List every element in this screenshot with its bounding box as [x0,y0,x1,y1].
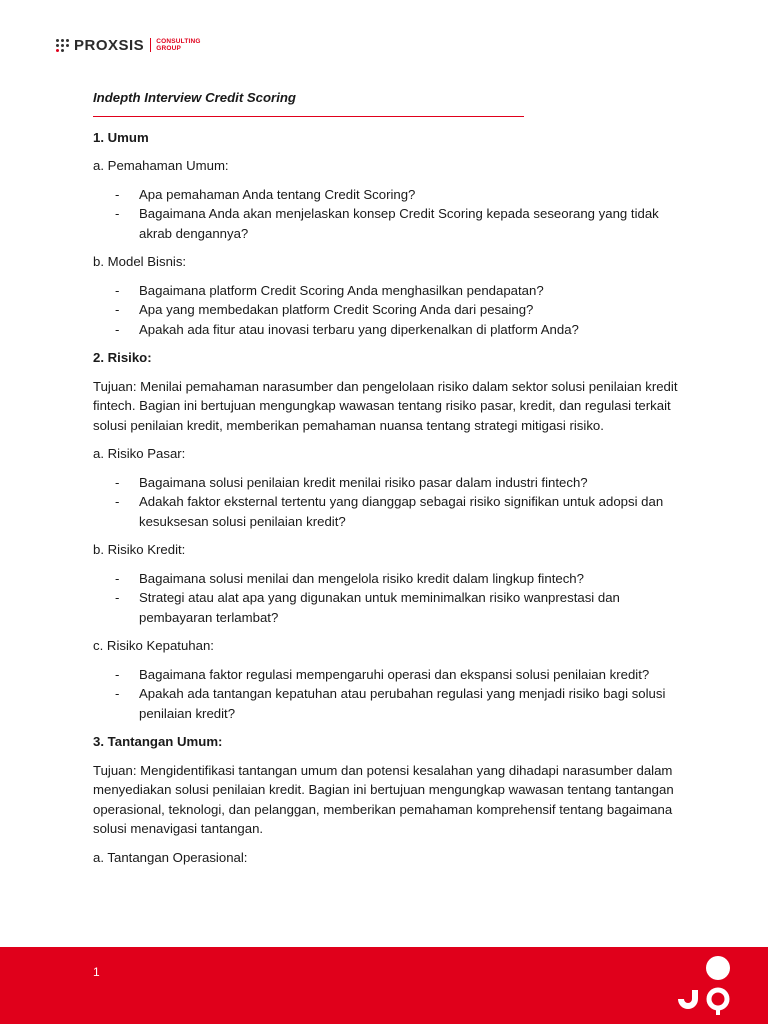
list-item: - Bagaimana faktor regulasi mempengaruhi operasi dan ekspansi solusi penilaian kredit? [93,665,683,685]
subsection-label: a. Tantangan Operasional: [93,849,248,865]
logo-subtitle-line1: CONSULTING [156,38,201,45]
list-item: - Bagaimana solusi menilai dan mengelola risiko kredit dalam lingkup fintech? [93,569,683,589]
section-intro: Tujuan: Mengidentifikasi tantangan umum dan potensi kesalahan yang dihadapi narasumber dalam menyediakan solusi penilaian kredit. Bagian ini bertujuan mengungkap wawasan tentang tantangan operasional, teknologi, dan pelanggan, memberikan pemahaman komprehensif tentang bagaimana solusi menavigasi tantangan. [93,762,674,836]
question-list [93,665,683,724]
list-item: - Apakah ada tantangan kepatuhan atau perubahan regulasi yang menjadi risiko bagi solusi penilaian kredit? [93,684,683,723]
document-title: Indepth Interview Credit Scoring [93,90,296,105]
logo-subtitle-line2: GROUP [156,45,182,52]
list-item: - Bagaimana solusi penilaian kredit menilai risiko pasar dalam industri fintech? [93,473,683,493]
proxsis-logo [56,36,201,54]
page-number: 1 [93,965,100,979]
question-list [93,569,683,628]
logo-subtitle [156,38,201,52]
logo-wordmark: PROXSIS [74,36,145,54]
proxsis-circle-mark-icon [672,955,734,1015]
subsection-label: b. Model Bisnis: [93,254,187,269]
subsection-label: c. Risiko Kepatuhan: [93,638,214,653]
list-item: - Apakah ada fitur atau inovasi terbaru yang diperkenalkan di platform Anda? [93,320,683,340]
subsection-label: b. Risiko Kredit: [93,542,186,557]
section-heading: 2. Risiko: [93,350,152,365]
subsection-label: a. Risiko Pasar: [93,446,186,461]
list-item: - Adakah faktor eksternal tertentu yang dianggap sebagai risiko signifikan untuk adopsi dan kesuksesan solusi penilaian kredit? [93,492,683,531]
list-item: - Apa pemahaman Anda tentang Credit Scoring? [93,185,683,205]
list-item: - Bagaimana platform Credit Scoring Anda menghasilkan pendapatan? [93,281,683,301]
document-body [93,88,683,876]
section-heading: 3. Tantangan Umum: [93,734,223,749]
page-footer [0,947,768,1024]
question-list [93,281,683,340]
subsection-label: a. Pemahaman Umum: [93,158,229,173]
question-list [93,185,683,244]
list-item: - Strategi atau alat apa yang digunakan untuk meminimalkan risiko wanprestasi dan pembayaran terlambat? [93,588,683,627]
section-intro: Tujuan: Menilai pemahaman narasumber dan pengelolaan risiko dalam sektor solusi penilaian kredit fintech. Bagian ini bertujuan mengungkap wawasan tentang risiko pasar, kredit, dan regulasi terkait solusi penilaian kredit, memberikan pemahaman nuansa tentang strategi mitigasi risiko. [93,378,678,433]
list-item: - Bagaimana Anda akan menjelaskan konsep Credit Scoring kepada seseorang yang tidak akrab dengannya? [93,204,683,243]
section-heading: 1. Umum [93,129,149,145]
proxsis-dots-icon [56,39,70,51]
question-list [93,473,683,532]
logo-divider [150,38,151,52]
title-underline [93,116,524,117]
list-item: - Apa yang membedakan platform Credit Scoring Anda dari pesaing? [93,300,683,320]
